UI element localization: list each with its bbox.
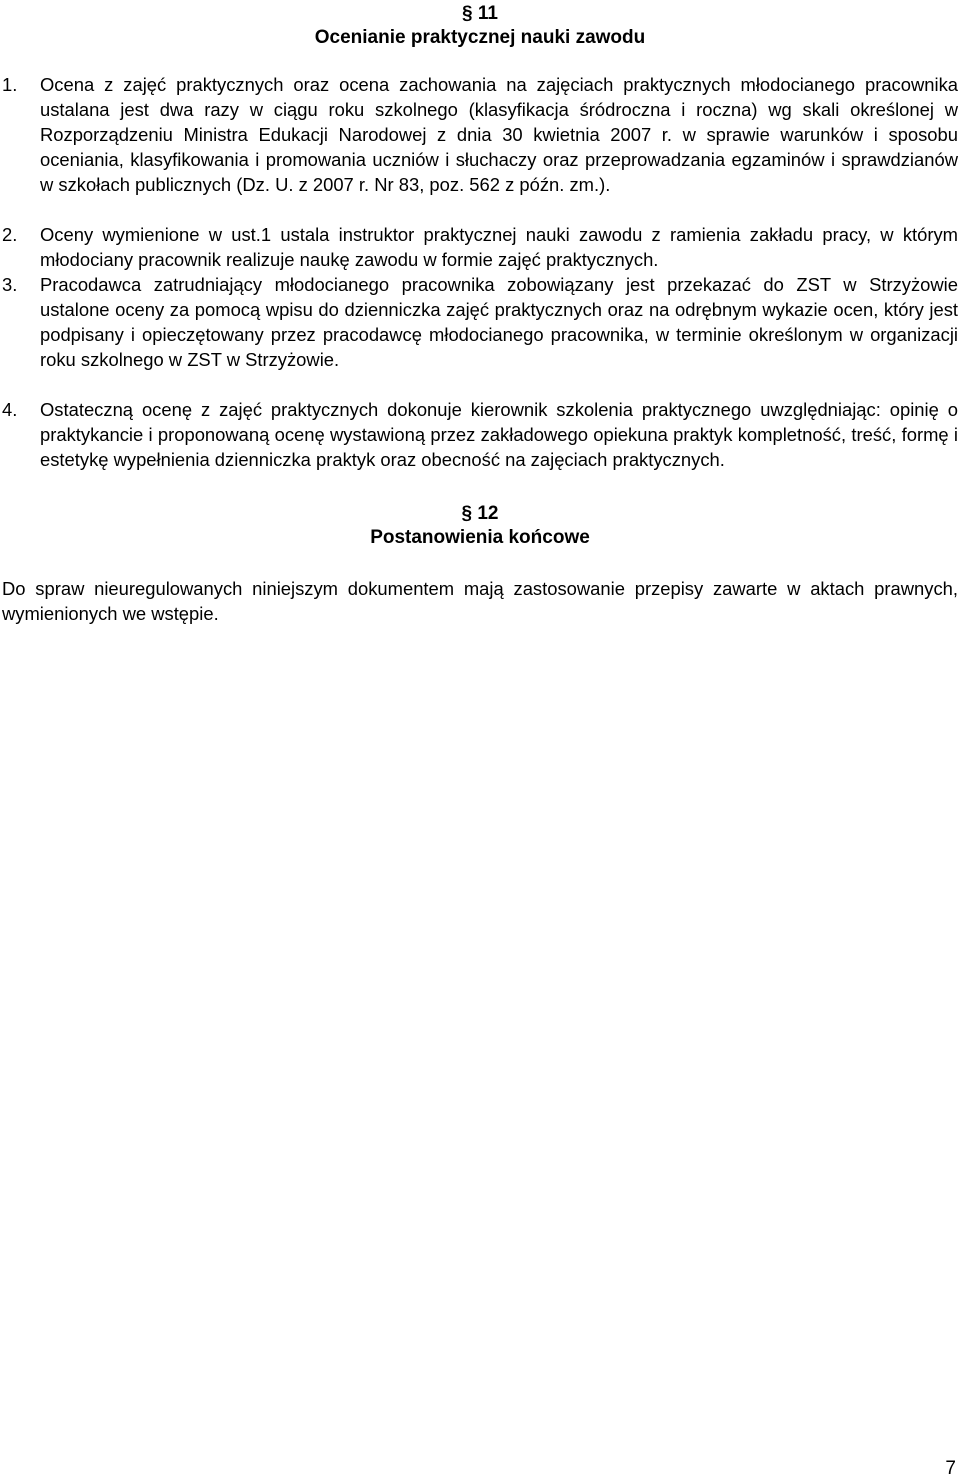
item-number: 1.	[2, 74, 18, 95]
section-12-heading	[0, 502, 960, 550]
item-number: 2.	[2, 224, 18, 245]
item-number: 3.	[2, 274, 18, 295]
section-11-number: § 11	[462, 3, 498, 24]
section-11-item-1	[0, 72, 958, 197]
item-text: Ostateczną ocenę z zajęć praktycznych dokonuje kierownik szkolenia praktycznego uwzględniając: opinię o praktykancie i proponowaną ocenę wystawioną przez zakładowego opiekuna praktyk kompletność, treść, formę i estetykę wypełnienia dzienniczka praktyk oraz obecność na zajęciach praktycznych.	[40, 399, 958, 470]
section-11-item-2	[0, 222, 958, 272]
section-12-number: § 12	[461, 503, 499, 524]
page-number: 7	[945, 1458, 956, 1479]
section-11-item-4	[0, 397, 958, 472]
item-text: Ocena z zajęć praktycznych oraz ocena zachowania na zajęciach praktycznych młodocianego pracownika ustalana jest dwa razy w ciągu roku szkolnego (klasyfikacja śródroczna i roczna) wg skali określonej w Rozporządzeniu Ministra Edukacji Narodowej z dnia 30 kwietnia 2007 r. w sprawie warunków i sposobu oceniania, klasyfikowania i promowania uczniów i słuchaczy oraz przeprowadzania egzaminów i sprawdzianów w szkołach publicznych (Dz. U. z 2007 r. Nr 83, poz. 562 z późn. zm.).	[40, 74, 958, 195]
section-12-title: Postanowienia końcowe	[370, 527, 590, 548]
item-text: Pracodawca zatrudniający młodocianego pracownika zobowiązany jest przekazać do ZST w Strzyżowie ustalone oceny za pomocą wpisu do dzienniczka zajęć praktycznych oraz na odrębnym wykazie ocen, który jest podpisany i opieczętowany przez pracodawcę młodocianego pracownika, w terminie określonym w organizacji roku szkolnego w ZST w Strzyżowie.	[40, 274, 958, 370]
closing-paragraph: Do spraw nieuregulowanych niniejszym dokumentem mają zastosowanie przepisy zawarte w aktach prawnych, wymienionych we wstępie.	[2, 578, 958, 624]
item-number: 4.	[2, 399, 18, 420]
item-text: Oceny wymienione w ust.1 ustala instruktor praktycznej nauki zawodu z ramienia zakładu pracy, w którym młodociany pracownik realizuje naukę zawodu w formie zajęć praktycznych.	[40, 224, 958, 270]
section-11-title: Ocenianie praktycznej nauki zawodu	[314, 27, 646, 48]
section-11-item-3	[0, 272, 958, 372]
section-11-heading	[0, 2, 960, 50]
